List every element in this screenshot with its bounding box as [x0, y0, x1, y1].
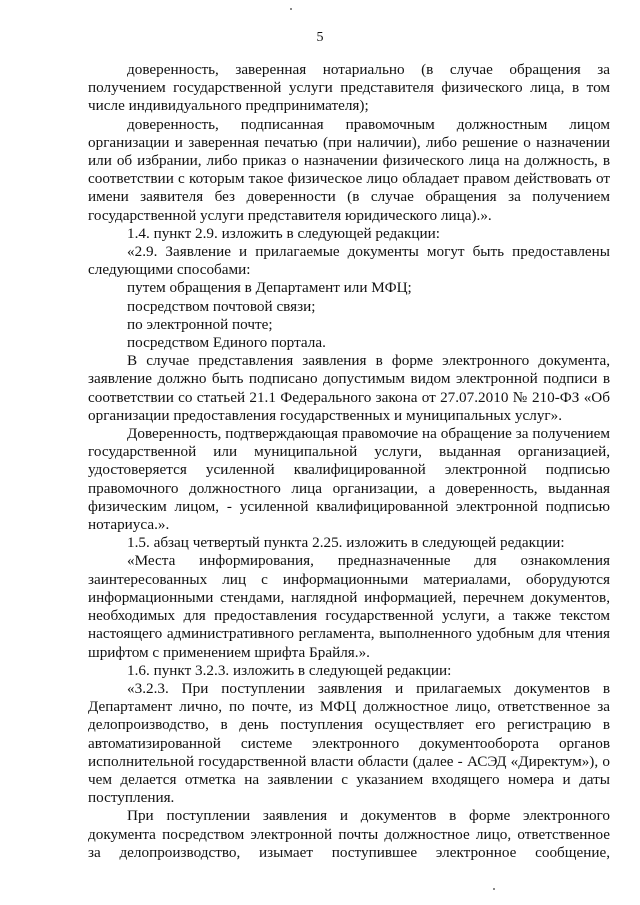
document-body [88, 61, 610, 862]
paragraph: «3.2.3. При поступлении заявления и прилагаемых документов в Департамент лично, по почте, из МФЦ должностное лицо, ответственное за делопроизводство, в день поступления осуществляет его регистрацию в автоматизированной системе электронного документооборота органов исполнительной государственной власти области (далее - АСЭД «Директум»), о чем делается отметка на заявлении с указанием входящего номера и даты поступления. [88, 679, 610, 807]
list-item: путем обращения в Департамент или МФЦ; [127, 279, 412, 297]
paragraph: «2.9. Заявление и прилагаемые документы могут быть предоставлены следующими способами: [88, 243, 610, 279]
paragraph: При поступлении заявления и документов в форме электронного документа посредством электронной почты должностное лицо, ответственное за делопроизводство, изымает поступившее электронное сообщение, [88, 807, 610, 861]
paragraph: «Места информирования, предназначенные для ознакомления заинтересованных лиц с информационными материалами, оборудуются информационными стендами, наглядной информацией, перечнем документов, необходимых для предоставления государственной услуги, а также текстом настоящего административного регламента, выполненного удобным для чтения шрифтом с применением шрифта Брайля.». [88, 552, 610, 661]
scan-speck [493, 888, 495, 890]
paragraph: 1.4. пункт 2.9. изложить в следующей редакции: [127, 224, 440, 242]
paragraph: доверенность, заверенная нотариально (в случае обращения за получением государственной услуги представителя физического лица, в том числе индивидуального предпринимателя); [88, 61, 610, 115]
scan-speck [290, 8, 292, 10]
list-item: посредством почтовой связи; [127, 297, 316, 315]
paragraph: Доверенность, подтверждающая правомочие на обращение за получением государственной или муниципальной услуги, выданная организацией, удостоверяется усиленной квалифицированной электронной подписью правомочного должностного лица организации, а доверенность, выданная физическим лицом, - усиленной квалифицированной электронной подписью нотариуса.». [88, 425, 610, 534]
paragraph: 1.6. пункт 3.2.3. изложить в следующей редакции: [127, 661, 452, 679]
paragraph: 1.5. абзац четвертый пункта 2.25. изложить в следующей редакции: [127, 534, 565, 552]
paragraph: В случае представления заявления в форме электронного документа, заявление должно быть подписано допустимым видом электронной подписи в соответствии со статьей 21.1 Федерального закона от 27.07.2010 № 210-ФЗ «Об организации предоставления государственных и муниципальных услуг». [88, 352, 610, 424]
page-number: 5 [316, 30, 324, 45]
paragraph: доверенность, подписанная правомочным должностным лицом организации и заверенная печатью (при наличии), либо решение о назначении или об избрании, либо приказ о назначении физического лица на должность, в соответствии с которым такое физическое лицо обладает правом действовать от имени заявителя без доверенности (в случае обращения за получением государственной услуги представителя юридического лица).». [88, 115, 610, 224]
list-item: посредством Единого портала. [127, 334, 326, 352]
list-item: по электронной почте; [127, 315, 273, 333]
